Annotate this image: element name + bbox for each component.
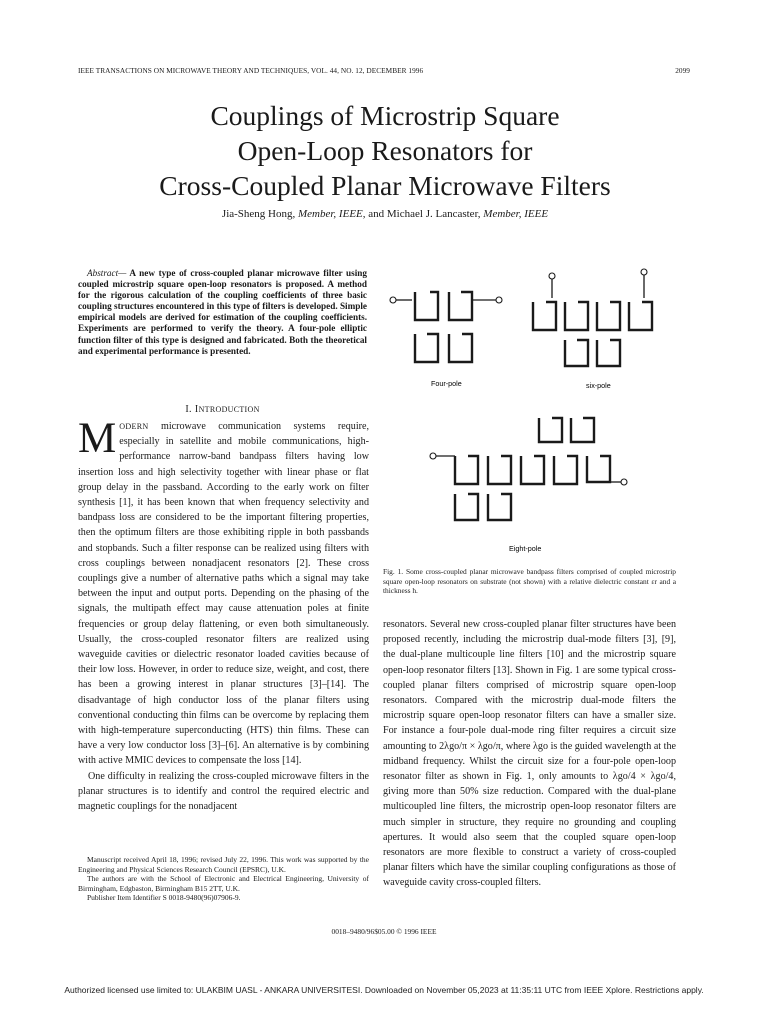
abstract-text: A new type of cross-coupled planar microwave filter using coupled microstrip square open-loop resonators is proposed. A method for the rigorous calculation of the coupling coefficients of three basic coupling structures encountered in this type of filters is developed. Simple empirical models are derived for estimation of the coupling coefficients. Experiments are performed to verify the theory. A four-pole elliptic function filter of this type is designed and fabricated. Both the theoretical and experimental performance is presented. — [78, 268, 367, 356]
resonator — [533, 302, 556, 330]
resonator — [629, 302, 652, 330]
resonator — [488, 456, 511, 484]
intro-paragraph-1 — [78, 415, 369, 769]
six-pole-filter — [533, 269, 652, 366]
resonator — [587, 456, 610, 482]
resonator — [449, 292, 472, 320]
paper-title — [60, 98, 710, 203]
four-pole-filter — [390, 292, 502, 362]
title-line-1: Couplings of Microstrip Square — [210, 100, 560, 131]
author-conjunction: and — [365, 208, 387, 220]
intro-paragraph-2: One difficulty in realizing the cross-coupled microwave filters in the planar structures is to identify and control the required electric and magnetic couplings for the nonadjacent — [78, 770, 369, 813]
column-left-body — [78, 415, 369, 814]
section-title-initial: I — [194, 404, 199, 415]
journal-citation: IEEE TRANSACTIONS ON MICROWAVE THEORY AND TECHNIQUES, VOL. 44, NO. 12, DECEMBER 1996 — [78, 66, 424, 75]
resonator — [521, 456, 544, 484]
section-title-rest: NTRODUCTION — [198, 405, 260, 414]
eight-pole-filter — [430, 418, 627, 520]
label-four-pole: Four-pole — [431, 379, 462, 388]
resonator — [455, 456, 478, 484]
output-port-icon — [621, 479, 627, 485]
label-eight-pole: Eight-pole — [509, 544, 542, 553]
footnote-manuscript: Manuscript received April 18, 1996; revised July 22, 1996. This work was supported by the Engineering and Physical Sciences Research Council (EPSRC), U.K. — [78, 855, 369, 874]
running-header — [78, 66, 690, 75]
resonator — [488, 494, 511, 520]
author-2-role: Member, IEEE — [483, 208, 549, 220]
output-port-icon — [641, 269, 647, 275]
resonator — [565, 340, 588, 366]
resonator — [539, 418, 562, 442]
abstract-label: Abstract— — [87, 268, 127, 278]
drop-cap: M — [78, 415, 117, 462]
author-2: Michael J. Lancaster, — [386, 208, 481, 220]
input-port-icon — [390, 297, 396, 303]
figure-1-diagram — [383, 262, 683, 562]
col2-paragraph-1: resonators. Several new cross-coupled planar filter structures have been proposed recently, including the microstrip dual-mode filters [3], [9], the dual-plane multicouple line filters [10] and the microstrip square open-loop resonator filters [13]. Shown in Fig. 1 are some typical cross-coupled planar filters comprised of microstrip square open-loop resonators. Compared with the microstrip dual-mode filters the microstrip square open-loop resonator filters can have a smaller size. For instance a four-pole dual-mode ring filter requires a circuit size amounting to 2λgo/π × λgo/π, where λgo is the guided wavelength at the midband frequency. Whilst the circuit size for a four-pole open-loop resonator filter as shown in Fig. 1, only amounts to λgo/4 × λgo/4, giving more than 50% size reduction. Compared with the dual-plane multicoupled line filters, the microstrip open-loop resonator filters are much simpler in structure, they require no grounding and coupling apertures. It would also seem that the coupled square open-loop resonators are more flexible to construct a variety of cross-coupled planar filters which have the similar coupling configurations as those of waveguide cavity cross-coupled filters. — [383, 619, 676, 889]
license-notice: Authorized licensed use limited to: ULAKBIM UASL - ANKARA UNIVERSITESI. Downloaded on November 05,2023 at 11:35:11 UTC from IEEE Xplore. Restrictions apply. — [64, 985, 704, 995]
section-number: I. — [185, 404, 192, 415]
label-six-pole: six-pole — [586, 381, 611, 390]
author-1-role: Member, IEEE, — [298, 208, 366, 220]
resonator — [455, 494, 478, 520]
footnote — [78, 855, 369, 903]
footnote-publisher-id: Publisher Item Identifier S 0018-9480(96)07906-9. — [87, 893, 241, 903]
copyright-line: 0018–9480/96$05.00 © 1996 IEEE — [331, 927, 437, 936]
intro-paragraph-1-text: microwave communication systems require, especially in satellite and mobile communications, high-performance narrow-band bandpass filters having low insertion loss and high selectivity together with linear phase or flat group delay in the passband. According to the early work on filter synthesis [1], it has been known that when frequency selectivity and bandpass loss are considered to be the important filtering properties, then the optimum filters are those exhibiting ripple in both passbands and stopbands. Such a filter response can be realized using filters with cross couplings between nonadjacent resonators [2]. These cross couplings give a number of alternative paths which a signal may take between the input and output ports. Depending on the phasing of the signals, the multipath effect may cause attenuation poles at finite frequencies or group delay flattening, or even both simultaneously. Usually, the cross-coupled resonator filters are realized using waveguide cavities or dielectric resonator loaded cavities because of their low loss. However, in order to reduce size, weight, and cost, there has been a growing interest in planar structures [3]–[14]. The disadvantage of high conductor loss of the planar filters using conventional conducting thin films can be overcome by replacing them with high-temperature superconducting (HTS) thin films. These can have a very low conductor loss [3]–[6]. An alternative is by combining with active MMIC devices to compensate the loss [14]. — [78, 421, 369, 767]
resonator — [415, 334, 438, 362]
author-line — [60, 208, 710, 220]
input-port-icon — [549, 273, 555, 279]
resonator — [415, 292, 438, 320]
abstract — [78, 268, 367, 357]
input-port-icon — [430, 453, 436, 459]
column-right-body — [383, 617, 676, 891]
resonator — [597, 302, 620, 330]
footnote-affiliation: The authors are with the School of Electronic and Electrical Engineering, University of Birmingham, Edgbaston, Birmingham B15 2TT, U.K. — [78, 874, 369, 893]
page-number: 2099 — [675, 66, 690, 75]
resonator — [597, 340, 620, 366]
title-line-3: Cross-Coupled Planar Microwave Filters — [159, 170, 611, 201]
resonator — [449, 334, 472, 362]
resonator — [571, 418, 594, 442]
output-port-icon — [496, 297, 502, 303]
figure-1-caption: Fig. 1. Some cross-coupled planar microwave bandpass filters comprised of coupled microstrip square open-loop resonators on substrate (not shown) with a relative dielectric constant εr and a thickness h. — [383, 567, 676, 596]
section-heading-introduction — [78, 404, 367, 415]
resonator — [554, 456, 577, 484]
resonator — [565, 302, 588, 330]
intro-lead-word: ODERN — [119, 422, 149, 431]
author-1: Jia-Sheng Hong, — [221, 208, 296, 220]
title-line-2: Open-Loop Resonators for — [237, 135, 533, 166]
